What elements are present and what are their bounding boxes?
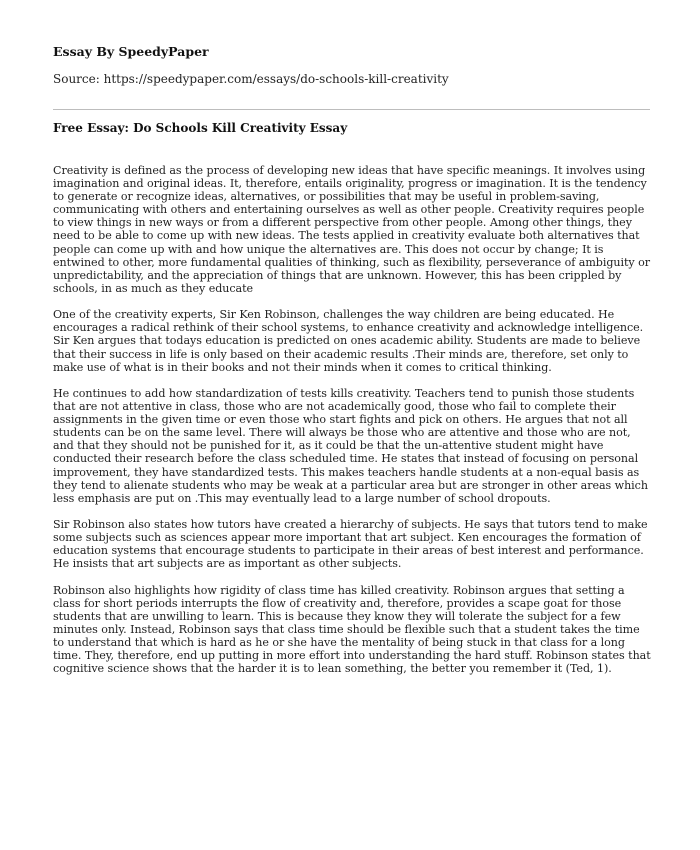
essay-paragraph-5: Robinson also highlights how rigidity of class time has killed creativity. Robinson argues that setting a class for short periods interrupts the flow of creativity and, therefore, provides a scape goat for those students that are unwilling to learn. This is because they know they will tolerate the subject for a few minutes only. Instead, Robinson says that class time should be flexible such that a student takes the time to understand that which is hard as he or she have the mentality of being stuck in that class for a long time. They, therefore, end up putting in more effort into understanding the hard stuff. Robinson states that cognitive science shows that the harder it is to lean something, the better you remember it (Ted, 1). (53, 583, 651, 676)
essay-paragraph-2: One of the creativity experts, Sir Ken Robinson, challenges the way children are being educated. He encourages a radical rethink of their school systems, to enhance creativity and acknowledge intelligence. Sir Ken argues that todays education is predicted on ones academic ability. Students are made to believe that their success in life is only based on their academic results .Their minds are, therefore, set only to make use of what is in their books and not their minds when it comes to critical thinking. (53, 308, 644, 374)
source-line: Source: https://speedypaper.com/essays/do-schools-kill-creativity (53, 72, 449, 86)
essay-paragraph-4: Sir Robinson also states how tutors have created a hierarchy of subjects. He says that tutors tend to make some subjects such as sciences appear more important that art subject. Ken encourages the formation of education systems that encourage students to participate in their areas of best interest and performance. He insists that art subjects are as important as other subjects. (53, 518, 648, 571)
essay-paragraph-1: Creativity is defined as the process of developing new ideas that have specific meanings. It involves using imagination and original ideas. It, therefore, entails originality, progress or imagination. It is the tendency to generate or recognize ideas, alternatives, or possibilities that may be useful in problem-saving, communicating with others and entertaining ourselves as well as other people. Creativity requires people to view things in new ways or from a different perspective from other people. Among other things, they need to be able to come up with new ideas. The tests applied in creativity evaluate both alternatives that people can come up with and how unique the alternatives are. This does not occur by change; It is entwined to other, more fundamental qualities of thinking, such as flexibility, perseverance of ambiguity or unpredictability, and the appreciation of things that are unknown. However, this has been crippled by schools, in as much as they educate (53, 164, 650, 295)
essay-body (53, 164, 653, 689)
essay-title: Free Essay: Do Schools Kill Creativity Essay (53, 121, 348, 135)
header-divider (53, 109, 650, 110)
brand-heading: Essay By SpeedyPaper (53, 44, 209, 59)
essay-paragraph-3: He continues to add how standardization of tests kills creativity. Teachers tend to punish those students that are not attentive in class, those who are not academically good, those who fail to complete their assignments in the given time or even those who start fights and pick on others. He argues that not all students can be on the same level. There will always be those who are attentive and those who are not, and that they should not be punished for it, as it could be that the un-attentive student might have conducted their research before the class scheduled time. He states that instead of focusing on personal improvement, they have standardized tests. This makes teachers handle students at a non-equal basis as they tend to alienate students who may be weak at a particular area but are stronger in other areas which less emphasis are put on .This may eventually lead to a large number of school dropouts. (53, 387, 648, 505)
